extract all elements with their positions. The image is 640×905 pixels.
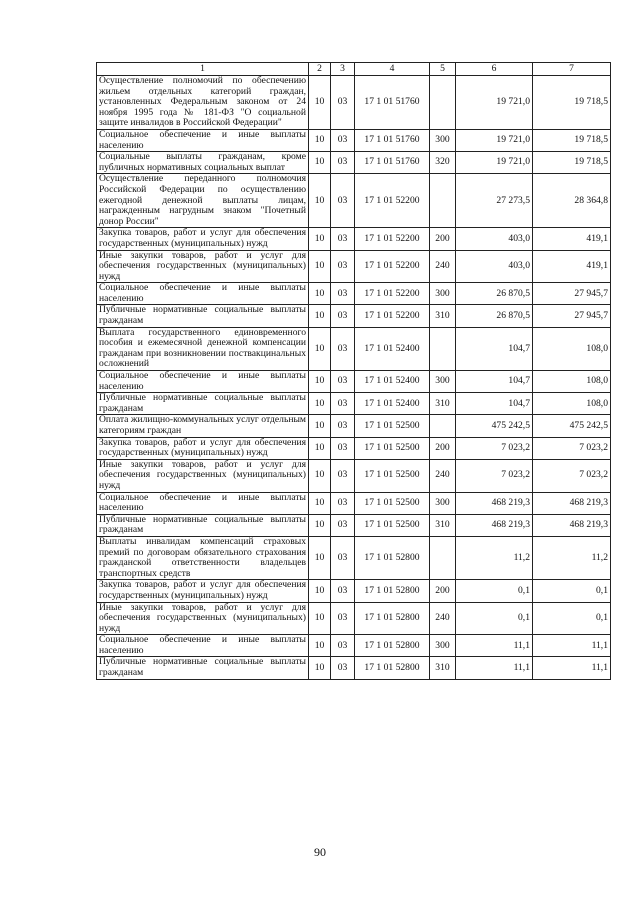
expense-type-cell: 310: [430, 393, 456, 415]
section-code-cell: 10: [309, 459, 331, 492]
table-row: [97, 250, 611, 283]
subsection-code-cell: 03: [331, 514, 355, 536]
amount-cell: 0,1: [533, 602, 611, 635]
expense-type-cell: 310: [430, 305, 456, 327]
target-article-cell: 17 1 01 52500: [355, 514, 430, 536]
subsection-code-cell: 03: [331, 129, 355, 151]
table-row: [97, 228, 611, 250]
table-row: [97, 305, 611, 327]
amount-cell: 0,1: [533, 580, 611, 602]
amount-cell: 11,2: [456, 536, 533, 579]
amount-cell: 11,1: [456, 635, 533, 657]
row-name-cell: Иные закупки товаров, работ и услуг для обеспечения государственных (муниципальных) нужд: [97, 459, 309, 492]
table-row: [97, 152, 611, 174]
amount-cell: 108,0: [533, 371, 611, 393]
expense-type-cell: [430, 76, 456, 130]
amount-cell: 7 023,2: [456, 459, 533, 492]
section-code-cell: 10: [309, 602, 331, 635]
table-row: [97, 492, 611, 514]
amount-cell: 19 718,5: [533, 76, 611, 130]
amount-cell: 11,1: [456, 657, 533, 679]
amount-cell: 19 721,0: [456, 129, 533, 151]
column-header: 3: [331, 63, 355, 76]
table-body: [97, 76, 611, 680]
row-name-cell: Социальное обеспечение и иные выплаты населению: [97, 635, 309, 657]
expense-type-cell: [430, 536, 456, 579]
expense-type-cell: 300: [430, 371, 456, 393]
expense-type-cell: 200: [430, 437, 456, 459]
table-row: [97, 76, 611, 130]
row-name-cell: Осуществление переданного полномочия Российской Федерации по осуществлению ежегодной денежной выплаты лицам, награжденным нагрудным знаком "Почетный донор России": [97, 174, 309, 228]
amount-cell: 0,1: [456, 580, 533, 602]
expense-type-cell: 200: [430, 228, 456, 250]
table-row: [97, 459, 611, 492]
expense-type-cell: 240: [430, 602, 456, 635]
row-name-cell: Социальные выплаты гражданам, кроме публичных нормативных социальных выплат: [97, 152, 309, 174]
subsection-code-cell: 03: [331, 602, 355, 635]
amount-cell: 468 219,3: [533, 492, 611, 514]
target-article-cell: 17 1 01 52500: [355, 415, 430, 437]
amount-cell: 11,2: [533, 536, 611, 579]
row-name-cell: Публичные нормативные социальные выплаты гражданам: [97, 393, 309, 415]
table-row: [97, 514, 611, 536]
target-article-cell: 17 1 01 52200: [355, 174, 430, 228]
expense-type-cell: [430, 415, 456, 437]
amount-cell: 403,0: [456, 228, 533, 250]
expense-type-cell: 300: [430, 283, 456, 305]
section-code-cell: 10: [309, 152, 331, 174]
amount-cell: 26 870,5: [456, 305, 533, 327]
subsection-code-cell: 03: [331, 327, 355, 370]
expense-type-cell: [430, 174, 456, 228]
section-code-cell: 10: [309, 393, 331, 415]
amount-cell: 7 023,2: [533, 437, 611, 459]
amount-cell: 403,0: [456, 250, 533, 283]
target-article-cell: 17 1 01 52400: [355, 371, 430, 393]
amount-cell: 19 721,0: [456, 152, 533, 174]
row-name-cell: Публичные нормативные социальные выплаты гражданам: [97, 657, 309, 679]
amount-cell: 0,1: [456, 602, 533, 635]
row-name-cell: Оплата жилищно-коммунальных услуг отдельным категориям граждан: [97, 415, 309, 437]
amount-cell: 104,7: [456, 371, 533, 393]
section-code-cell: 10: [309, 657, 331, 679]
amount-cell: 468 219,3: [456, 492, 533, 514]
target-article-cell: 17 1 01 52200: [355, 228, 430, 250]
subsection-code-cell: 03: [331, 174, 355, 228]
amount-cell: 468 219,3: [456, 514, 533, 536]
subsection-code-cell: 03: [331, 152, 355, 174]
subsection-code-cell: 03: [331, 580, 355, 602]
target-article-cell: 17 1 01 51760: [355, 129, 430, 151]
subsection-code-cell: 03: [331, 393, 355, 415]
expense-type-cell: 300: [430, 492, 456, 514]
amount-cell: 419,1: [533, 228, 611, 250]
subsection-code-cell: 03: [331, 305, 355, 327]
table-row: [97, 602, 611, 635]
column-header: 5: [430, 63, 456, 76]
expense-type-cell: 240: [430, 459, 456, 492]
row-name-cell: Иные закупки товаров, работ и услуг для обеспечения государственных (муниципальных) нужд: [97, 250, 309, 283]
expense-type-cell: 200: [430, 580, 456, 602]
amount-cell: 27 945,7: [533, 305, 611, 327]
subsection-code-cell: 03: [331, 250, 355, 283]
expense-type-cell: 320: [430, 152, 456, 174]
row-name-cell: Публичные нормативные социальные выплаты гражданам: [97, 305, 309, 327]
row-name-cell: Социальное обеспечение и иные выплаты населению: [97, 371, 309, 393]
target-article-cell: 17 1 01 52400: [355, 393, 430, 415]
subsection-code-cell: 03: [331, 228, 355, 250]
row-name-cell: Социальное обеспечение и иные выплаты населению: [97, 129, 309, 151]
target-article-cell: 17 1 01 52800: [355, 580, 430, 602]
row-name-cell: Закупка товаров, работ и услуг для обеспечения государственных (муниципальных) нужд: [97, 228, 309, 250]
subsection-code-cell: 03: [331, 635, 355, 657]
target-article-cell: 17 1 01 52800: [355, 602, 430, 635]
column-header: 1: [97, 63, 309, 76]
amount-cell: 28 364,8: [533, 174, 611, 228]
amount-cell: 108,0: [533, 327, 611, 370]
subsection-code-cell: 03: [331, 657, 355, 679]
table-row: [97, 657, 611, 679]
column-header: 2: [309, 63, 331, 76]
subsection-code-cell: 03: [331, 76, 355, 130]
table-row: [97, 536, 611, 579]
section-code-cell: 10: [309, 129, 331, 151]
target-article-cell: 17 1 01 52500: [355, 492, 430, 514]
row-name-cell: Публичные нормативные социальные выплаты гражданам: [97, 514, 309, 536]
target-article-cell: 17 1 01 51760: [355, 152, 430, 174]
amount-cell: 19 721,0: [456, 76, 533, 130]
row-name-cell: Социальное обеспечение и иные выплаты населению: [97, 283, 309, 305]
amount-cell: 108,0: [533, 393, 611, 415]
amount-cell: 7 023,2: [533, 459, 611, 492]
subsection-code-cell: 03: [331, 415, 355, 437]
amount-cell: 19 718,5: [533, 152, 611, 174]
target-article-cell: 17 1 01 52500: [355, 459, 430, 492]
row-name-cell: Выплаты инвалидам компенсаций страховых премий по договорам обязательного страхования гражданской ответственности владельцев транспортных средств: [97, 536, 309, 579]
section-code-cell: 10: [309, 514, 331, 536]
amount-cell: 11,1: [533, 657, 611, 679]
amount-cell: 7 023,2: [456, 437, 533, 459]
section-code-cell: 10: [309, 580, 331, 602]
section-code-cell: 10: [309, 228, 331, 250]
amount-cell: 27 273,5: [456, 174, 533, 228]
target-article-cell: 17 1 01 52200: [355, 250, 430, 283]
section-code-cell: 10: [309, 635, 331, 657]
table-row: [97, 437, 611, 459]
section-code-cell: 10: [309, 327, 331, 370]
budget-table: [96, 62, 611, 680]
subsection-code-cell: 03: [331, 492, 355, 514]
amount-cell: 475 242,5: [533, 415, 611, 437]
target-article-cell: 17 1 01 52800: [355, 635, 430, 657]
target-article-cell: 17 1 01 52400: [355, 327, 430, 370]
subsection-code-cell: 03: [331, 536, 355, 579]
target-article-cell: 17 1 01 52200: [355, 283, 430, 305]
table-header-row: [97, 63, 611, 76]
target-article-cell: 17 1 01 51760: [355, 76, 430, 130]
expense-type-cell: 240: [430, 250, 456, 283]
row-name-cell: Закупка товаров, работ и услуг для обеспечения государственных (муниципальных) нужд: [97, 437, 309, 459]
subsection-code-cell: 03: [331, 283, 355, 305]
target-article-cell: 17 1 01 52500: [355, 437, 430, 459]
subsection-code-cell: 03: [331, 459, 355, 492]
row-name-cell: Социальное обеспечение и иные выплаты населению: [97, 492, 309, 514]
expense-type-cell: 310: [430, 657, 456, 679]
amount-cell: 475 242,5: [456, 415, 533, 437]
table-row: [97, 283, 611, 305]
column-header: 4: [355, 63, 430, 76]
expense-type-cell: 310: [430, 514, 456, 536]
section-code-cell: 10: [309, 437, 331, 459]
section-code-cell: 10: [309, 250, 331, 283]
amount-cell: 419,1: [533, 250, 611, 283]
amount-cell: 26 870,5: [456, 283, 533, 305]
section-code-cell: 10: [309, 305, 331, 327]
amount-cell: 104,7: [456, 393, 533, 415]
section-code-cell: 10: [309, 415, 331, 437]
row-name-cell: Выплата государственного единовременного пособия и ежемесячной денежной компенсации гражданам при возникновении поствакцинальных осложнений: [97, 327, 309, 370]
expense-type-cell: 300: [430, 129, 456, 151]
subsection-code-cell: 03: [331, 437, 355, 459]
section-code-cell: 10: [309, 76, 331, 130]
page-number: 90: [314, 845, 326, 859]
amount-cell: 11,1: [533, 635, 611, 657]
column-header: 6: [456, 63, 533, 76]
amount-cell: 468 219,3: [533, 514, 611, 536]
subsection-code-cell: 03: [331, 371, 355, 393]
expense-type-cell: 300: [430, 635, 456, 657]
target-article-cell: 17 1 01 52800: [355, 536, 430, 579]
section-code-cell: 10: [309, 492, 331, 514]
section-code-cell: 10: [309, 536, 331, 579]
section-code-cell: 10: [309, 283, 331, 305]
expense-type-cell: [430, 327, 456, 370]
table-row: [97, 129, 611, 151]
column-header: 7: [533, 63, 611, 76]
row-name-cell: Закупка товаров, работ и услуг для обеспечения государственных (муниципальных) нужд: [97, 580, 309, 602]
table-row: [97, 635, 611, 657]
amount-cell: 27 945,7: [533, 283, 611, 305]
table-row: [97, 415, 611, 437]
table-row: [97, 327, 611, 370]
row-name-cell: Иные закупки товаров, работ и услуг для обеспечения государственных (муниципальных) нужд: [97, 602, 309, 635]
section-code-cell: 10: [309, 371, 331, 393]
row-name-cell: Осуществление полномочий по обеспечению жильем отдельных категорий граждан, установленных Федеральным законом от 24 ноября 1995 года № 181-ФЗ "О социальной защите инвалидов в Российской Федерации": [97, 76, 309, 130]
amount-cell: 19 718,5: [533, 129, 611, 151]
table-row: [97, 174, 611, 228]
amount-cell: 104,7: [456, 327, 533, 370]
table-row: [97, 371, 611, 393]
target-article-cell: 17 1 01 52800: [355, 657, 430, 679]
table-row: [97, 580, 611, 602]
section-code-cell: 10: [309, 174, 331, 228]
target-article-cell: 17 1 01 52200: [355, 305, 430, 327]
table-row: [97, 393, 611, 415]
